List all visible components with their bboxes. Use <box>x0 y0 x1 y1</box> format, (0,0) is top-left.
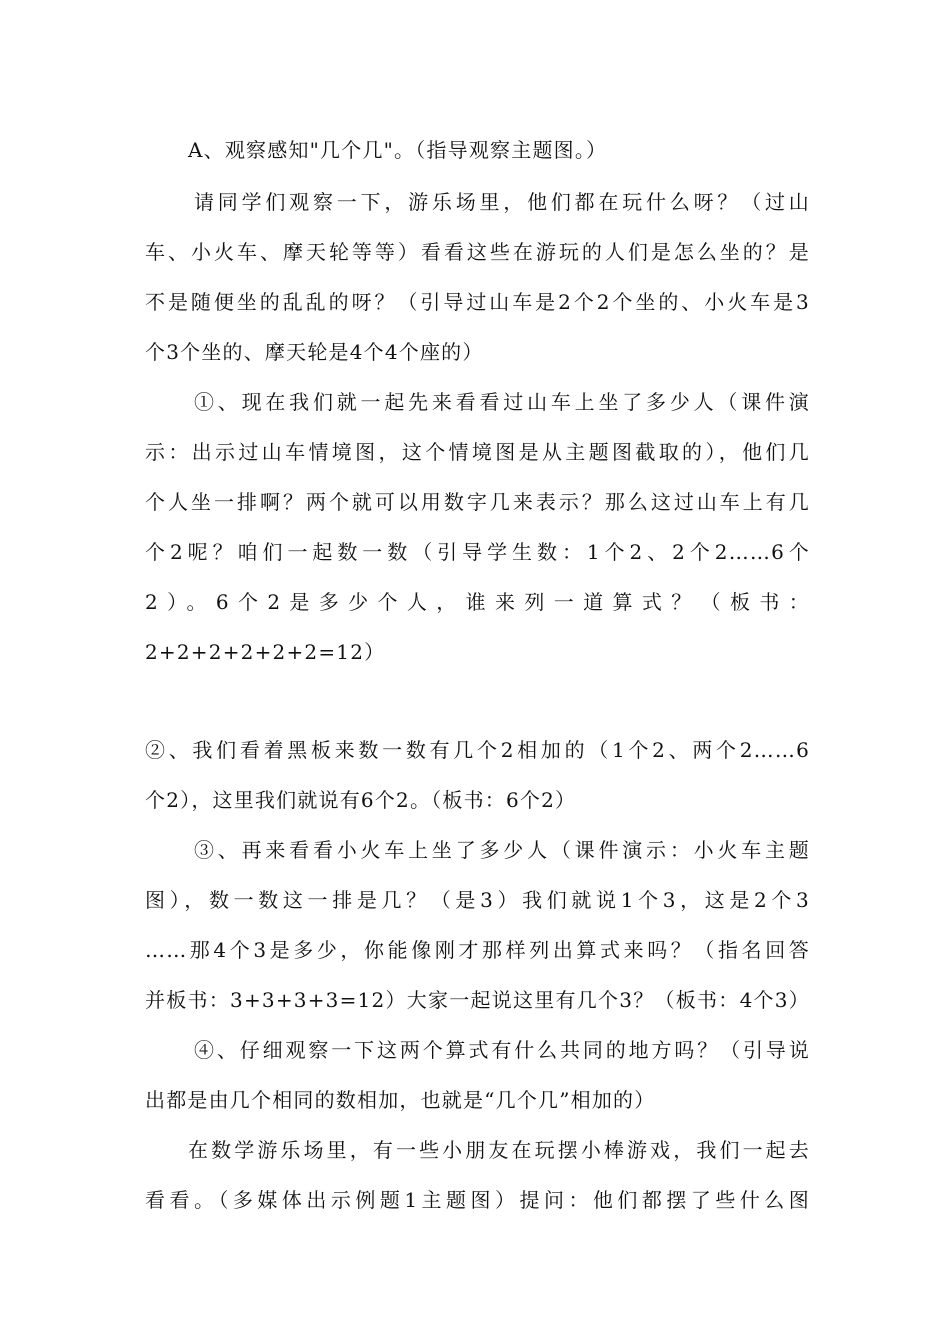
text-line-15: 图），数一数这一排是几？（是3）我们就说1个3，这是2个3 <box>145 888 810 912</box>
text-line-7: 示：出示过山车情境图，这个情境图是从主题图截取的），他们几 <box>145 440 810 464</box>
text-line-1: A、观察感知"几个几"。（指导观察主题图。） <box>188 138 608 162</box>
text-line-10: 2）。6个2是多少个人，谁来列一道算式？（板书： <box>145 590 810 614</box>
text-line-17: 并板书：3+3+3+3=12）大家一起说这里有几个3？（板书：4个3） <box>145 988 810 1012</box>
text-line-12: ②、我们看着黑板来数一数有几个2相加的（1个2、两个2……6 <box>145 738 810 762</box>
text-line-21: 看看。（多媒体出示例题1主题图）提问：他们都摆了些什么图 <box>145 1188 810 1212</box>
text-line-4: 不是随便坐的乱乱的呀？（引导过山车是2个2个坐的、小火车是3 <box>145 290 810 314</box>
text-line-5: 个3个坐的、摩天轮是4个4个座的） <box>145 340 484 364</box>
text-line-11: 2+2+2+2+2+2=12） <box>145 640 386 664</box>
text-line-8: 个人坐一排啊？两个就可以用数字几来表示？那么这过山车上有几 <box>145 490 810 514</box>
text-line-3: 车、小火车、摩天轮等等）看看这些在游玩的人们是怎么坐的？是 <box>145 240 810 264</box>
text-line-20: 在数学游乐场里，有一些小朋友在玩摆小棒游戏，我们一起去 <box>188 1138 810 1162</box>
text-line-18: ④、仔细观察一下这两个算式有什么共同的地方吗？（引导说 <box>194 1038 810 1062</box>
text-line-13: 个2），这里我们就说有6个2。（板书：6个2） <box>145 788 577 812</box>
text-line-6: ①、现在我们就一起先来看看过山车上坐了多少人（课件演 <box>194 390 810 414</box>
text-line-16: ……那4个3是多少，你能像刚才那样列出算式来吗？（指名回答 <box>145 938 810 962</box>
text-line-19: 出都是由几个相同的数相加，也就是“几个几”相加的） <box>145 1088 656 1112</box>
text-line-2: 请同学们观察一下，游乐场里，他们都在玩什么呀？（过山 <box>194 190 810 214</box>
text-line-14: ③、再来看看小火车上坐了多少人（课件演示：小火车主题 <box>194 838 810 862</box>
text-line-9: 个2呢？咱们一起数一数（引导学生数：1个2、2个2……6个 <box>145 540 810 564</box>
